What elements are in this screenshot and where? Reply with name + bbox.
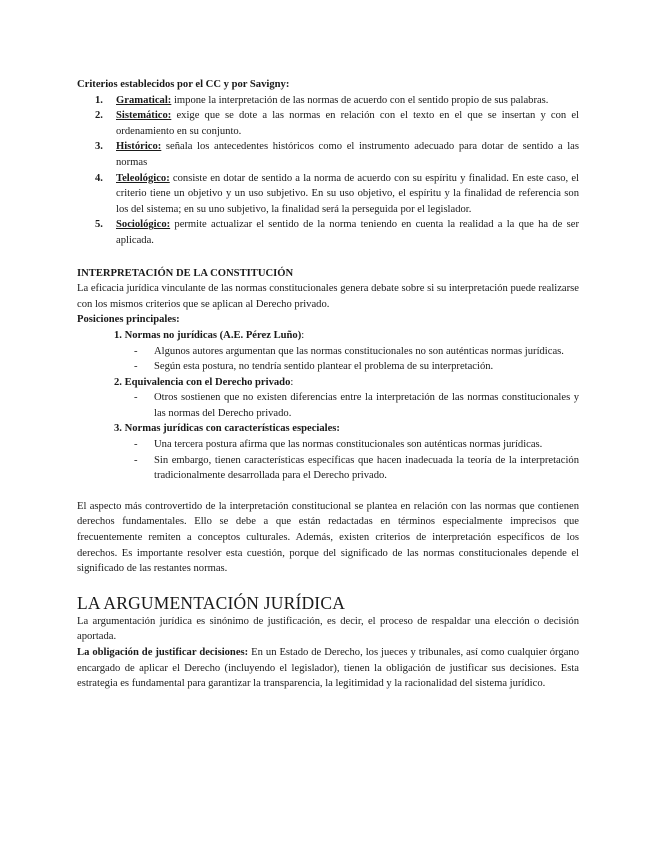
bullet-item: - Sin embargo, tienen características específicas que hacen inadecuada la teoría de la interpretación tradicionalmente desarrollada para el Derecho privado.	[134, 454, 579, 482]
interpretacion-intro: La eficacia jurídica vinculante de las normas constitucionales genera debate sobre si su interpretación puede realizarse con los mismos criterios que se aplican al Derecho privado.	[77, 283, 579, 310]
bullet-item: - Según esta postura, no tendría sentido plantear el problema de su interpretación.	[134, 361, 494, 373]
interpretacion-closing: El aspecto más controvertido de la interpretación constitucional se plantea en relación con las normas que contienen derechos fundamentales. Ello se debe a que están redactadas en términos especialmente imprecisos que frecuentemente remiten a conceptos culturales. Además, existen criterios de interpretación específicos de los derechos. Es importante resolver esta cuestión, porque del significado de las normas constitucionales depende el significado de las restantes normas.	[77, 500, 579, 575]
document-content	[77, 77, 579, 692]
argumentacion-obligacion: La obligación de justificar decisiones: En un Estado de Derecho, los jueces y tribunales, así como cualquier órgano encargado de aplicar el Derecho (incluyendo el legislador), tienen la obligación de justificar sus decisiones. Esta estrategia es fundamental para garantizar la transparencia, la legitimidad y la racionalidad del sistema jurídico.	[77, 647, 579, 690]
position-heading: 3. Normas jurídicas con características especiales:	[114, 423, 340, 435]
position-bullets	[77, 437, 579, 484]
criterios-list	[77, 93, 579, 249]
bullet-item: - Algunos autores argumentan que las normas constitucionales no son auténticas normas jurídicas.	[134, 345, 564, 357]
argumentacion-paragraph: La argumentación jurídica es sinónimo de justificación, es decir, el proceso de respaldar una elección o decisión aportada.	[77, 615, 579, 643]
posiciones-title: Posiciones principales:	[77, 314, 180, 326]
bullet-item: - Una tercera postura afirma que las normas constitucionales son auténticas normas jurídicas.	[134, 439, 543, 451]
position-bullets	[77, 390, 579, 421]
bullet-item: - Otros sostienen que no existen diferencias entre la interpretación de las normas constitucionales y las normas del Derecho privado.	[134, 392, 579, 419]
criterio-item: 5. Sociológico: permite actualizar el sentido de la norma teniendo en cuenta la realidad a la que ha de ser aplicada.	[95, 219, 579, 246]
criterio-item: 2. Sistemático: exige que se dote a las normas en relación con el texto en el que se insertan y con el ordenamiento en su conjunto.	[95, 110, 579, 137]
criterio-item: 4. Teleológico: consiste en dotar de sentido a la norma de acuerdo con su espíritu y finalidad. En este caso, el criterio tiene un objetivo y un uso subjetivo. En su uso objetivo, el espíritu y la finalidad de referencia son los del sistema; en su uno subjetivo, la finalidad será la perseguida por el legislador.	[95, 172, 579, 215]
position-heading: 2. Equivalencia con el Derecho privado:	[114, 376, 294, 388]
interpretacion-title: INTERPRETACIÓN DE LA CONSTITUCIÓN	[77, 267, 294, 279]
position-heading: 1. Normas no jurídicas (A.E. Pérez Luño):	[114, 329, 305, 341]
argumentacion-title: LA ARGUMENTACIÓN JURÍDICA	[77, 592, 346, 613]
criterio-item: 3. Histórico: señala los antecedentes históricos como el instrumento adecuado para dotar de sentido a las normas	[95, 141, 579, 168]
criterio-item: 1. Gramatical: impone la interpretación de las normas de acuerdo con el sentido propio de sus palabras.	[95, 94, 549, 106]
position-bullets	[77, 344, 579, 375]
criterios-title: Criterios establecidos por el CC y por Savigny:	[77, 79, 290, 90]
